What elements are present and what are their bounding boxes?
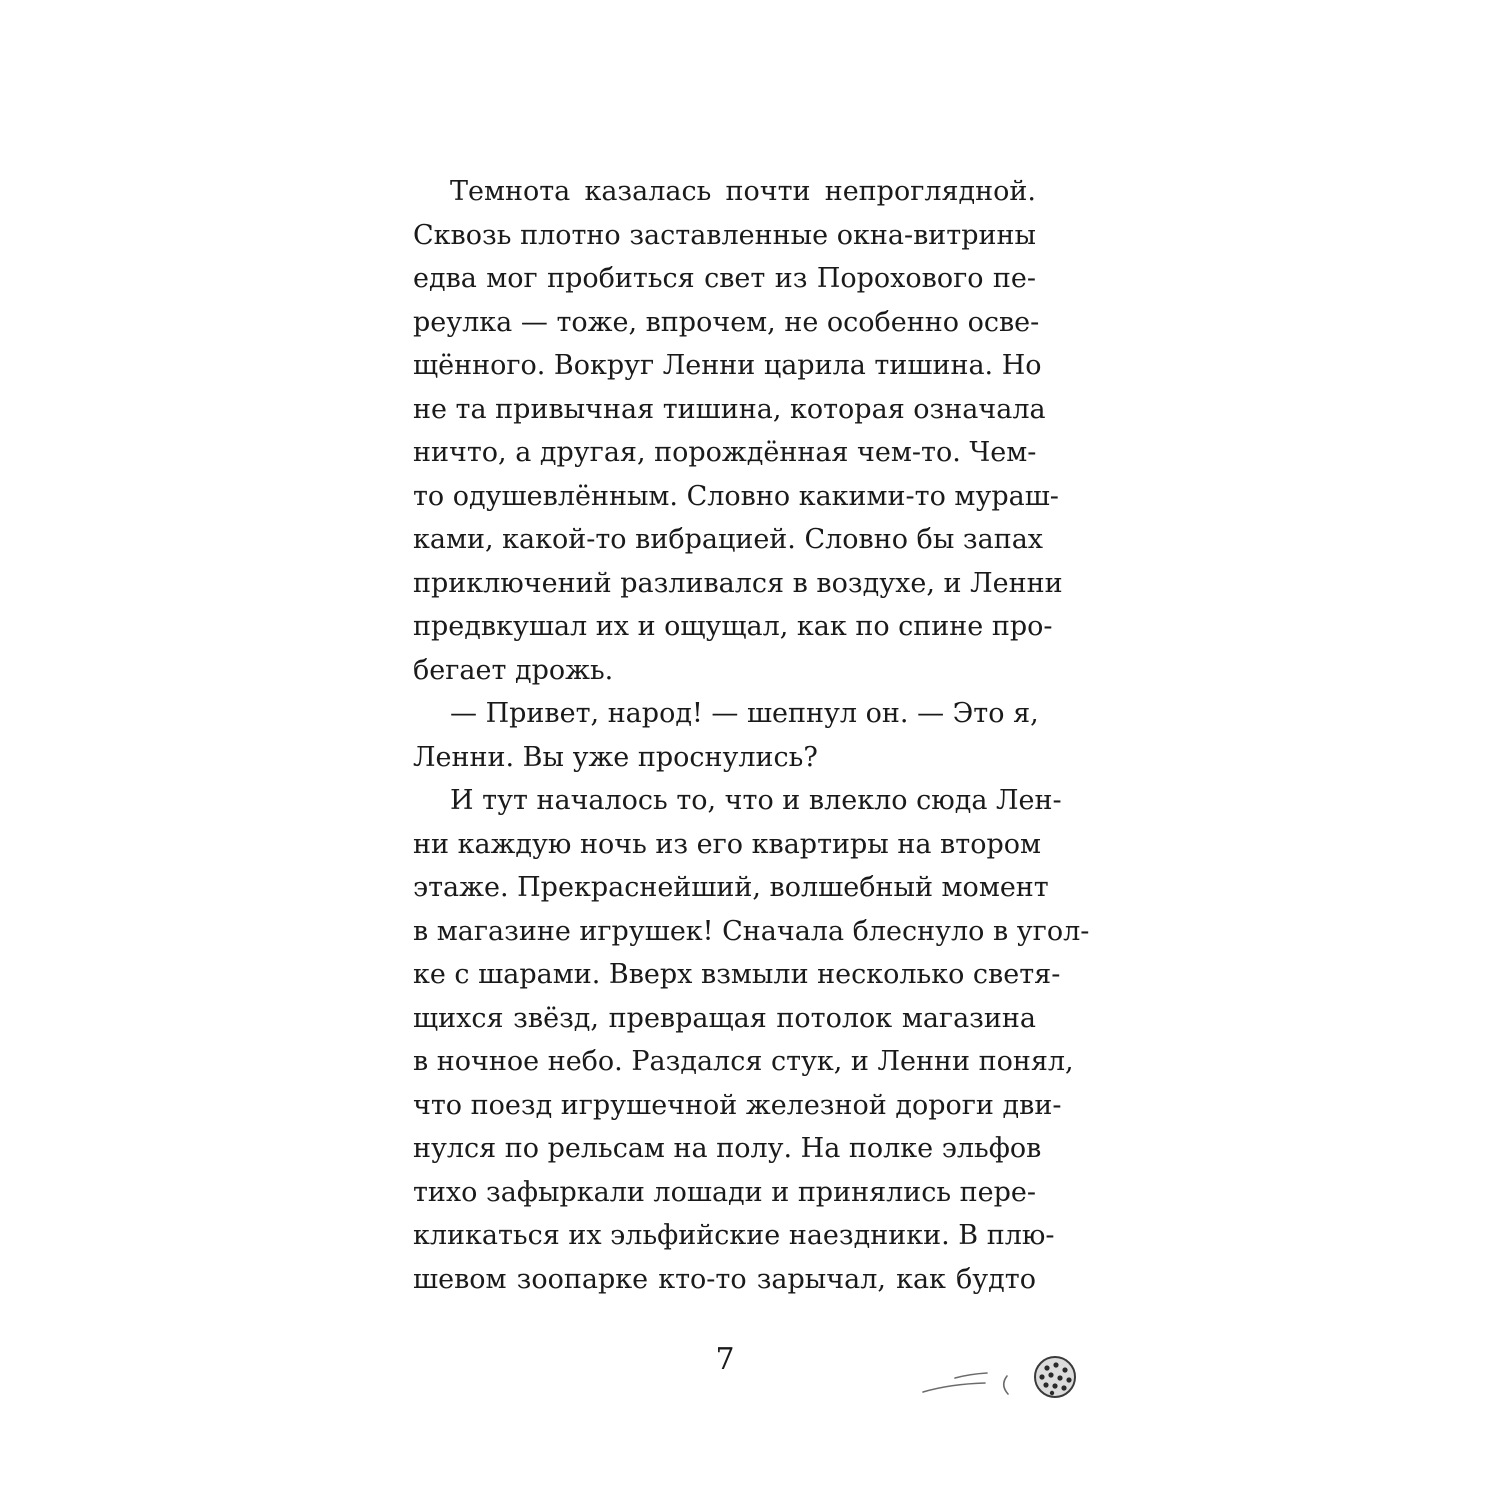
- text-line: щихся звёзд, превращая потолок магазина: [413, 1002, 1036, 1034]
- text-line: реулка — тоже, впрочем, не особенно осве-: [413, 306, 1040, 338]
- body-text: [413, 170, 1090, 1301]
- text-line: ни каждую ночь из его квартиры на втором: [413, 828, 1041, 860]
- text-line: в магазине игрушек! Сначала блеснуло в угол-: [413, 915, 1090, 947]
- page-number: 7: [715, 1342, 735, 1377]
- text-line: ками, какой-то вибрацией. Словно бы запах: [413, 524, 1044, 555]
- text-line: приключений разливался в воздухе, и Ленни: [413, 567, 1063, 599]
- text-line: в ночное небо. Раздался стук, и Ленни понял,: [413, 1046, 1074, 1077]
- text-line: ке с шарами. Вверх взмыли несколько светя-: [413, 959, 1061, 990]
- text-line: что поезд игрушечной железной дороги дви-: [413, 1089, 1062, 1121]
- rolling-ball-ornament-icon: [915, 1350, 1080, 1405]
- text-line: Ленни. Вы уже проснулись?: [413, 741, 818, 773]
- text-line: — Привет, народ! — шепнул он. — Это я,: [450, 698, 1039, 729]
- text-line: бегает дрожь.: [413, 654, 614, 686]
- text-line: Темнота казалась почти непроглядной.: [450, 176, 1036, 207]
- text-line: то одушевлённым. Словно какими-то мураш-: [413, 480, 1059, 512]
- text-line: этаже. Прекраснейший, волшебный момент: [413, 872, 1049, 903]
- text-line: Сквозь плотно заставленные окна-витрины: [413, 219, 1036, 251]
- text-line: нулся по рельсам на полу. На полке эльфов: [413, 1133, 1042, 1164]
- text-line: шевом зоопарке кто-то зарычал, как будто: [413, 1263, 1036, 1295]
- text-line: щённого. Вокруг Ленни царила тишина. Но: [413, 350, 1042, 381]
- text-line: И тут началось то, что и влекло сюда Лен-: [450, 785, 1062, 816]
- text-line: предвкушал их и ощущал, как по спине про-: [413, 611, 1053, 642]
- text-line: ничто, а другая, порождённая чем-то. Чем-: [413, 437, 1037, 468]
- text-line: едва мог пробиться свет из Порохового пе-: [413, 263, 1036, 294]
- text-line: тихо зафыркали лошади и принялись пере-: [413, 1176, 1037, 1208]
- text-line: не та привычная тишина, которая означала: [413, 393, 1046, 425]
- text-line: кликаться их эльфийские наездники. В плю-: [413, 1220, 1055, 1251]
